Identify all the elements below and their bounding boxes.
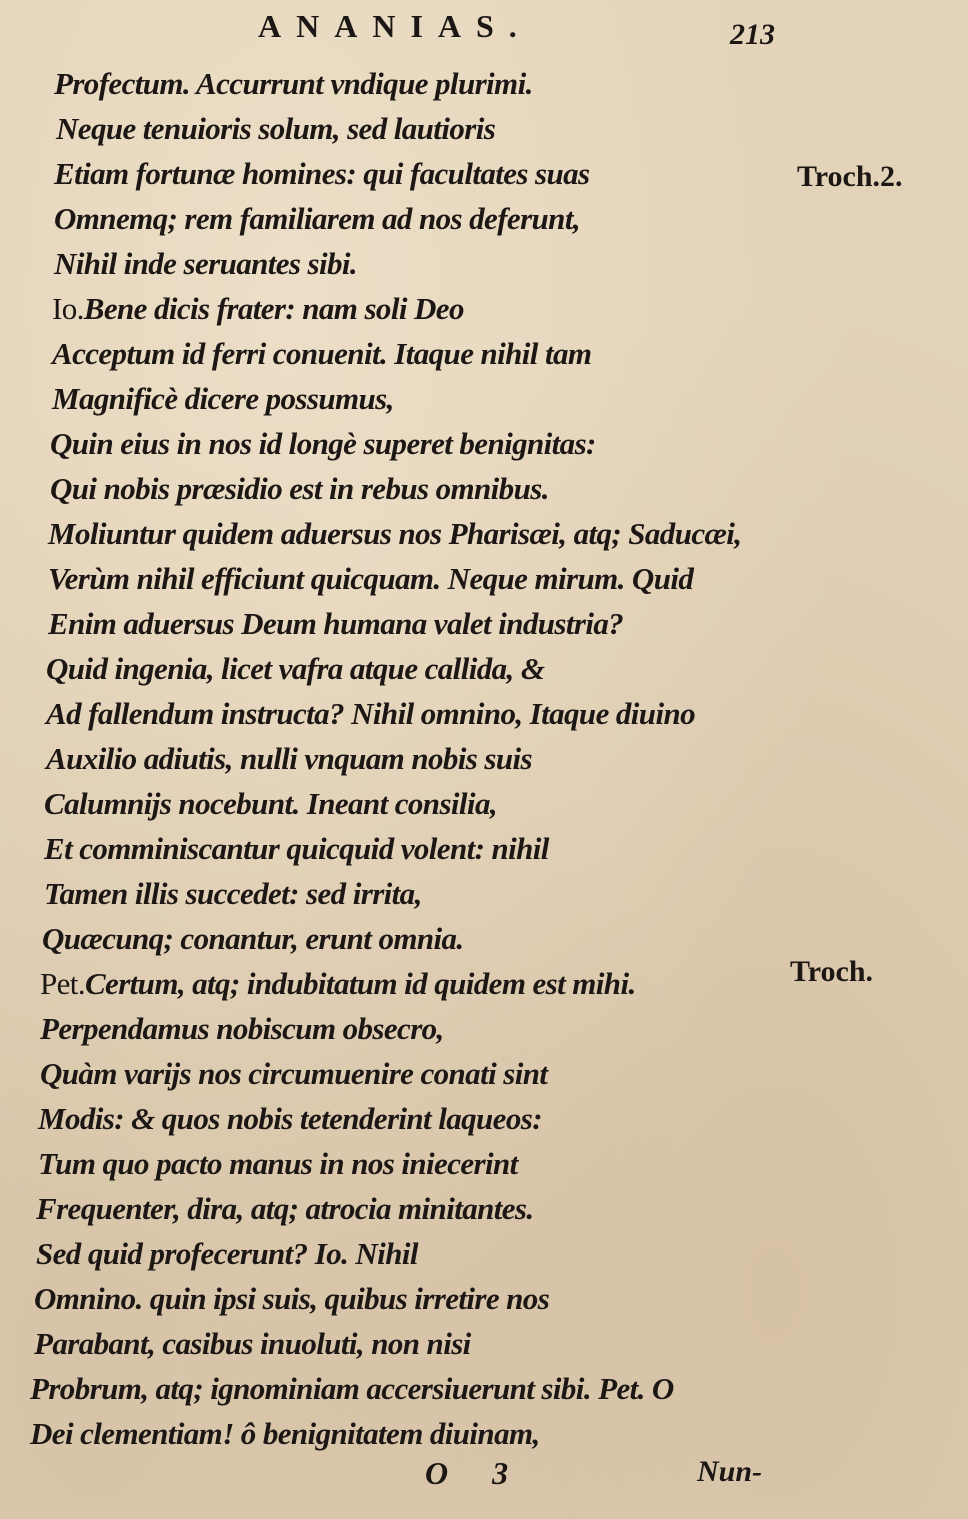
page-number: 213 xyxy=(730,18,775,51)
verse-line: Profectum. Accurrunt vndique plurimi. xyxy=(54,66,533,101)
verse-line: Nihil inde seruantes sibi. xyxy=(54,246,358,281)
verse-line: Ad fallendum instructa? Nihil omnino, Itaque diuino xyxy=(46,696,695,731)
verse-line: Perpendamus nobiscum obsecro, xyxy=(40,1011,444,1046)
verse-line: Enim aduersus Deum humana valet industria? xyxy=(48,606,624,641)
verse-line: Quàm varijs nos circumuenire conati sint xyxy=(40,1056,548,1091)
verse-line: Probrum, atq; ignominiam accersiuerunt sibi. Pet. O xyxy=(30,1371,674,1406)
verse-line: Verùm nihil efficiunt quicquam. Neque mirum. Quid xyxy=(48,561,694,596)
verse-line: Acceptum id ferri conuenit. Itaque nihil tam xyxy=(52,336,592,371)
signature-mark: O 3 xyxy=(425,1455,527,1491)
verse-line: Quin eius in nos id longè superet benignitas: xyxy=(50,426,596,461)
verse-line: Tum quo pacto manus in nos iniecerint xyxy=(38,1146,518,1181)
verse-line: Omnemq; rem familiarem ad nos deferunt, xyxy=(54,201,580,236)
verse-line: Modis: & quos nobis tetenderint laqueos: xyxy=(38,1101,542,1136)
verse-line: Neque tenuioris solum, sed lautioris xyxy=(56,111,496,146)
verse-line: Qui nobis præsidio est in rebus omnibus. xyxy=(50,471,549,506)
speaker-label: Io. xyxy=(52,291,84,326)
verse-line: Magnificè dicere possumus, xyxy=(52,381,394,416)
verse-line: Auxilio adiutis, nulli vnquam nobis suis xyxy=(46,741,532,776)
margin-note-meter: Troch. xyxy=(790,955,874,988)
verse-line: Dei clementiam! ô benignitatem diuinam, xyxy=(30,1416,540,1451)
verse-line: Pet.Certum, atq; indubitatum id quidem est mihi. xyxy=(40,966,636,1001)
verse-line: Sed quid profecerunt? Io. Nihil xyxy=(36,1236,418,1271)
verse-line: Etiam fortunæ homines: qui facultates suas xyxy=(54,156,590,191)
verse-line: Io.Bene dicis frater: nam soli Deo xyxy=(52,291,464,326)
catchword: Nun- xyxy=(697,1455,763,1488)
verse-line: Quid ingenia, licet vafra atque callida, & xyxy=(46,651,545,686)
verse-line: Calumnijs nocebunt. Ineant consilia, xyxy=(44,786,497,821)
verse-line: Tamen illis succedet: sed irrita, xyxy=(44,876,422,911)
verse-line: Quæcunq; conantur, erunt omnia. xyxy=(42,921,464,956)
verse-line: Parabant, casibus inuoluti, non nisi xyxy=(34,1326,471,1361)
speaker-label: Pet. xyxy=(40,966,85,1001)
verse-line: Moliuntur quidem aduersus nos Pharisæi, atq; Saducæi, xyxy=(48,516,742,551)
verse-line: Frequenter, dira, atq; atrocia minitantes. xyxy=(36,1191,534,1226)
verse-line: Et comminiscantur quicquid volent: nihil xyxy=(44,831,549,866)
margin-note-meter: Troch.2. xyxy=(797,160,903,193)
verse-line: Omnino. quin ipsi suis, quibus irretire nos xyxy=(34,1281,550,1316)
running-head-title: ANANIAS. xyxy=(258,8,532,44)
